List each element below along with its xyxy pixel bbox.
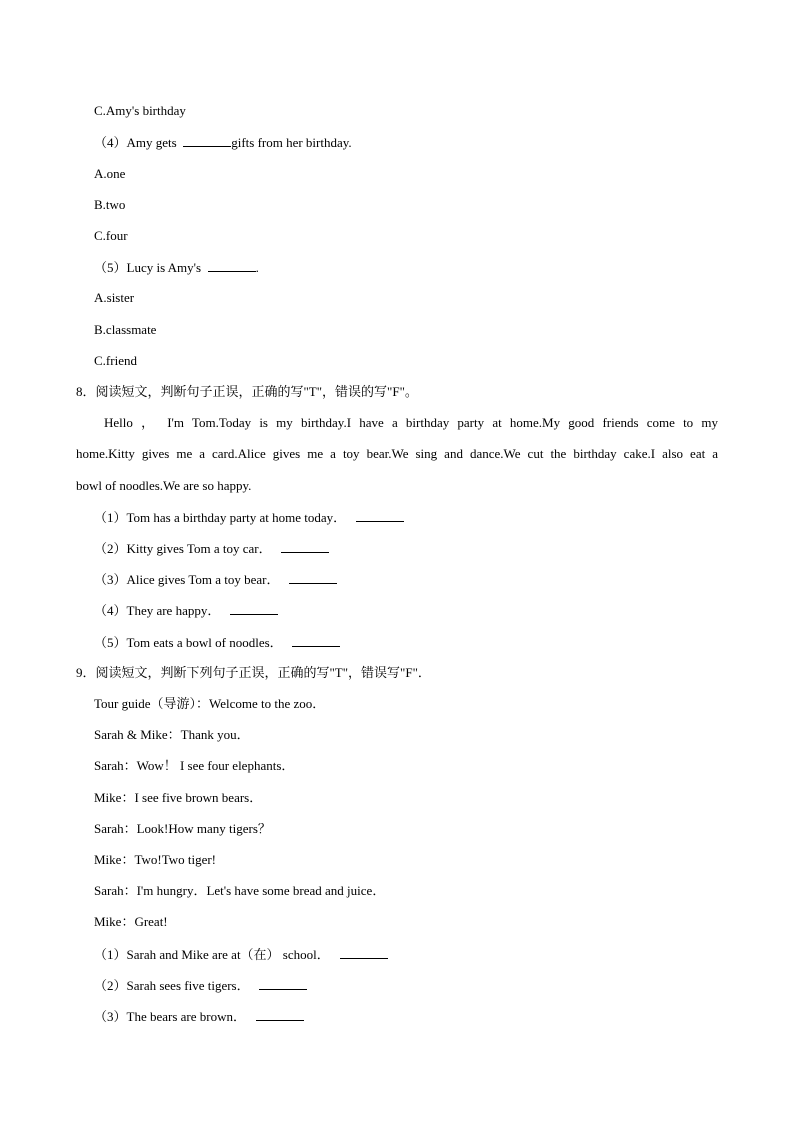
q7-4-option-b: B.two: [94, 197, 126, 212]
answer-blank[interactable]: [256, 1008, 304, 1021]
item-text: （1）Sarah and Mike are at（在） school．: [94, 947, 330, 962]
q9-item-3: [94, 1008, 304, 1025]
q7-5-option-c: C.friend: [94, 353, 137, 368]
item-text-after: .: [255, 260, 259, 275]
q8-passage-line-2: home.Kitty gives me a card.Alice gives me a toy bear.We sing and dance.We cut the birthday cake.I also eat a: [76, 446, 718, 461]
q7-5-option-b: B.classmate: [94, 322, 157, 337]
q9-item-2: [94, 977, 307, 994]
answer-blank[interactable]: [208, 259, 256, 272]
q8-item-1: [94, 509, 404, 526]
answer-blank[interactable]: [183, 134, 231, 147]
q9-dialogue-line: Sarah：Look!How many tigers？: [94, 821, 271, 836]
answer-blank[interactable]: [259, 977, 307, 990]
q9-item-1: [94, 946, 388, 963]
q9-dialogue-line: Sarah：Wow！ I see four elephants．: [94, 758, 295, 773]
q8-heading: 8．阅读短文，判断句子正误，正确的写"T"，错误的写"F"。: [76, 384, 418, 399]
answer-blank[interactable]: [340, 946, 388, 959]
q8-item-4: [94, 602, 278, 619]
item-text: （2）Kitty gives Tom a toy car．: [94, 541, 272, 556]
item-text: （3）Alice gives Tom a toy bear．: [94, 572, 280, 587]
q8-item-2: [94, 540, 329, 557]
q8-passage-line-3: bowl of noodles.We are so happy.: [76, 478, 252, 493]
q9-dialogue-line: Mike：I see five brown bears．: [94, 790, 263, 805]
q9-dialogue-line: Mike：Two!Two tiger!: [94, 852, 217, 867]
item-text: （4）Amy gets: [94, 135, 177, 150]
option-text: C.Amy's birthday: [94, 103, 186, 118]
item-text: （3）The bears are brown．: [94, 1009, 246, 1024]
passage-text: Hello ， I'm Tom.Today is my birthday.I have a birthday party at home.My good friends come to my: [104, 415, 718, 430]
q7-5-option-a: A.sister: [94, 290, 135, 305]
answer-blank[interactable]: [292, 634, 340, 647]
q8-item-3: [94, 571, 337, 588]
q8-item-5: [94, 634, 340, 651]
item-text: （4）They are happy．: [94, 603, 221, 618]
answer-blank[interactable]: [281, 540, 329, 553]
q7-4-option-c: C.four: [94, 228, 128, 243]
q7-4-option-a: A.one: [94, 166, 126, 181]
q7-item-5: [94, 259, 259, 276]
q7-option-c: [94, 103, 186, 119]
q9-dialogue-line: Sarah & Mike：Thank you．: [94, 727, 250, 742]
q9-dialogue-line: Sarah：I'm hungry．Let's have some bread and juice．: [94, 883, 386, 898]
item-text: （5）Tom eats a bowl of noodles．: [94, 635, 283, 650]
q9-heading: 9．阅读短文，判断下列句子正误，正确的写"T"，错误写"F"．: [76, 665, 431, 680]
q7-item-4: [94, 134, 352, 151]
q9-dialogue-line: Mike：Great!: [94, 914, 168, 929]
item-text: （5）Lucy is Amy's: [94, 260, 202, 275]
answer-blank[interactable]: [289, 571, 337, 584]
item-text: （1）Tom has a birthday party at home today．: [94, 510, 347, 525]
answer-blank[interactable]: [356, 509, 404, 522]
item-text: （2）Sarah sees five tigers．: [94, 978, 250, 993]
answer-blank[interactable]: [230, 602, 278, 615]
q8-passage-line-1: [76, 415, 718, 431]
q9-dialogue-line: Tour guide（导游）：Welcome to the zoo．: [94, 696, 326, 711]
item-text-after: gifts from her birthday.: [231, 135, 352, 150]
